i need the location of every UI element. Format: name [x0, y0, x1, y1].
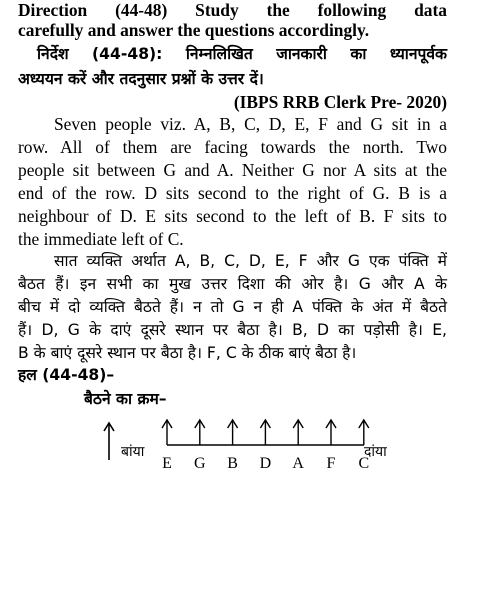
hindi-line: बैठत हैं। इन सभी का मुख उत्तर दिशा की ओर है। G और A के: [18, 275, 447, 293]
person-arrow: [260, 420, 270, 445]
person-arrow: [195, 420, 205, 445]
person-arrow: [359, 420, 369, 445]
people-row: [162, 420, 369, 472]
hindi-line: B के बाएं दूसरे स्थान पर बैठा है। F, C के ठीक बाएं बैठा है।: [18, 344, 357, 362]
seating-diagram: [0, 405, 482, 480]
direction-english-line-2: carefully and answer the questions accordingly.: [18, 20, 370, 40]
english-line: neighbour of D. E sits second to the left of B. F sits to: [18, 206, 447, 226]
person-arrow: [228, 420, 238, 445]
person-arrow: [326, 420, 336, 445]
person-label: F: [326, 455, 336, 472]
north-direction-arrow: [104, 423, 114, 460]
english-line: people sit between G and A. Neither G nor A sits at the: [18, 160, 447, 180]
person-label: A: [292, 455, 304, 472]
person-label: D: [259, 455, 272, 472]
direction-hindi-line-2: अध्ययन करें और तदनुसार प्रश्नों के उत्तर दें।: [18, 70, 264, 88]
right-direction-label: दांया: [364, 444, 387, 460]
hindi-line: बीच में दो व्यक्ति बैठते हैं। न तो G न ही A पंक्ति के अंत में बैठते: [18, 298, 447, 316]
direction-english-line-1: Direction (44-48) Study the following data: [18, 0, 447, 20]
left-direction-label: बांया: [121, 444, 145, 460]
english-line: row. All of them are facing towards the north. Two: [18, 137, 447, 157]
hindi-line: हैं। D, G के दाएं दूसरे स्थान पर बैठा है। B, D का पड़ोसी है। E,: [18, 321, 447, 339]
direction-hindi-line-1: निर्देश (44-48): निम्नलिखित जानकारी का ध्यानपूर्वक: [37, 45, 447, 63]
english-line: Seven people viz. A, B, C, D, E, F and G sit in a: [54, 114, 447, 134]
person-label: B: [227, 455, 238, 472]
hindi-line: सात व्यक्ति अर्थात A, B, C, D, E, F और G एक पंक्ति में: [54, 252, 447, 270]
english-line: the immediate left of C.: [18, 229, 184, 249]
person-label: G: [194, 455, 206, 472]
solution-label: हल (44-48)–: [18, 366, 115, 384]
arrangement-label: बैठने का क्रम–: [84, 390, 167, 408]
person-label: C: [358, 455, 370, 472]
source-label: (IBPS RRB Clerk Pre- 2020): [233, 92, 447, 112]
person-arrow: [293, 420, 303, 445]
person-label: E: [162, 455, 172, 472]
english-line: end of the row. D sits second to the right of G. B is a: [18, 183, 447, 203]
person-arrow: [162, 420, 172, 445]
